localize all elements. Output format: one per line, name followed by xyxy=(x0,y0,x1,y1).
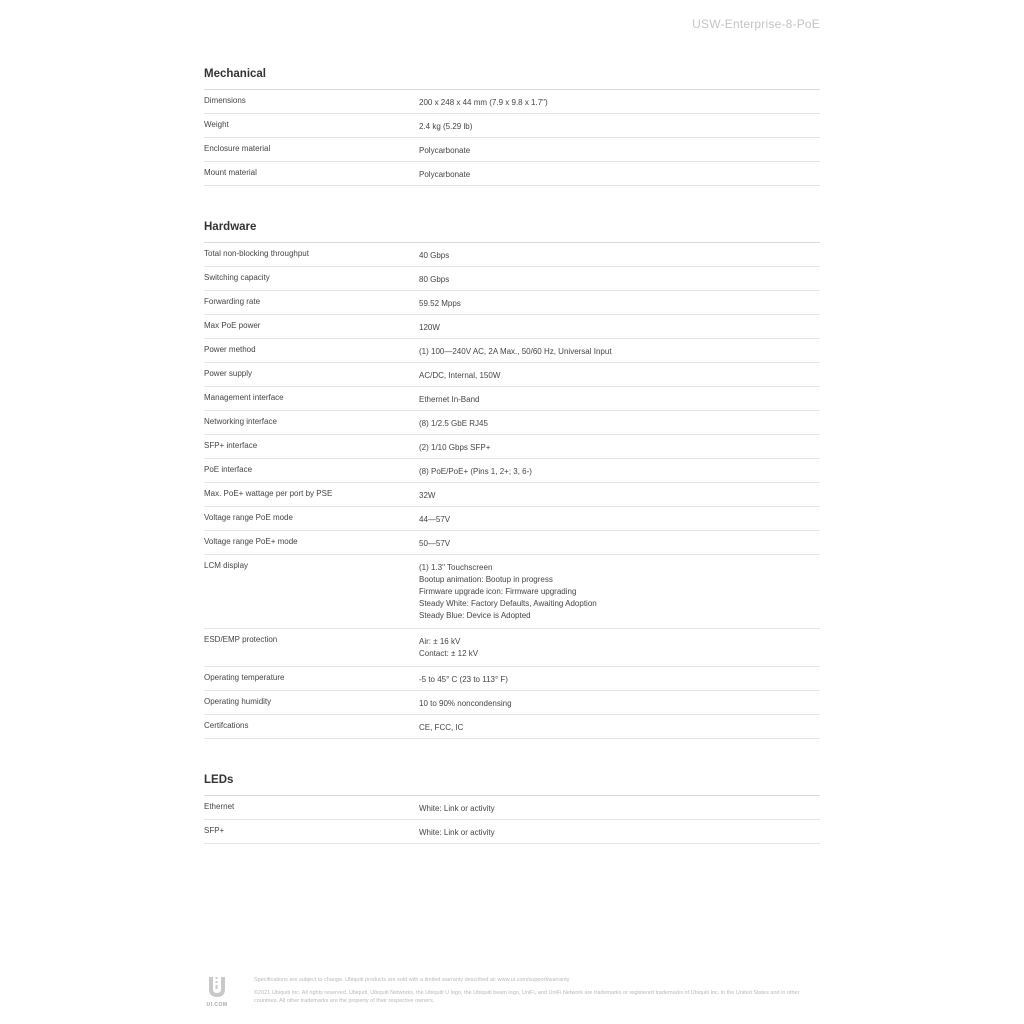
spec-value-line: 10 to 90% noncondensing xyxy=(419,699,512,708)
spec-value-line: 200 x 248 x 44 mm (7.9 x 9.8 x 1.7") xyxy=(419,98,548,107)
spec-row-weight xyxy=(204,114,820,138)
spec-label: Total non-blocking throughput xyxy=(204,249,309,258)
page-footer xyxy=(204,972,820,1012)
spec-row-max-poe-wattage-per-port-by-pse xyxy=(204,483,820,507)
spec-value-line: Polycarbonate xyxy=(419,170,471,179)
spec-value xyxy=(419,531,820,554)
spec-row-operating-humidity xyxy=(204,691,820,715)
spec-label: ESD/EMP protection xyxy=(204,635,278,644)
spec-value xyxy=(419,162,820,185)
spec-label: Voltage range PoE mode xyxy=(204,513,293,522)
spec-row-forwarding-rate xyxy=(204,291,820,315)
spec-label: Max. PoE+ wattage per port by PSE xyxy=(204,489,333,498)
spec-value xyxy=(419,715,820,738)
spec-value xyxy=(419,243,820,266)
section-title: Hardware xyxy=(204,219,820,243)
spec-row-sfp-interface xyxy=(204,435,820,459)
spec-row-enclosure-material xyxy=(204,138,820,162)
spec-value xyxy=(419,507,820,530)
ubiquiti-u-logo-icon xyxy=(208,975,226,999)
spec-value xyxy=(419,483,820,506)
spec-row-max-poe-power xyxy=(204,315,820,339)
spec-row-operating-temperature xyxy=(204,667,820,691)
spec-value-line: 2.4 kg (5.29 lb) xyxy=(419,122,473,131)
spec-value xyxy=(419,315,820,338)
spec-value-line: (8) 1/2.5 GbE RJ45 xyxy=(419,419,488,428)
spec-label: Dimensions xyxy=(204,96,246,105)
spec-value-line: Ethernet In-Band xyxy=(419,395,480,404)
spec-value-line: 80 Gbps xyxy=(419,275,450,284)
spec-label: SFP+ xyxy=(204,826,225,835)
spec-row-switching-capacity xyxy=(204,267,820,291)
spec-label: Max PoE power xyxy=(204,321,261,330)
spec-value xyxy=(419,387,820,410)
spec-value-line: Firmware upgrade icon: Firmware upgrading xyxy=(419,587,577,596)
spec-value-line: Polycarbonate xyxy=(419,146,471,155)
spec-value xyxy=(419,90,820,113)
spec-value xyxy=(419,629,820,664)
spec-value-line: 40 Gbps xyxy=(419,251,450,260)
spec-row-mount-material xyxy=(204,162,820,186)
spec-value-line: AC/DC, Internal, 150W xyxy=(419,371,501,380)
logo-wordmark: UI.COM xyxy=(206,1002,228,1008)
spec-value xyxy=(419,435,820,458)
document-product-title: USW-Enterprise-8-PoE xyxy=(692,17,820,31)
spec-value xyxy=(419,796,820,819)
spec-value xyxy=(419,291,820,314)
spec-value xyxy=(419,267,820,290)
spec-label: Management interface xyxy=(204,393,284,402)
spec-row-voltage-range-poe-mode xyxy=(204,507,820,531)
spec-value-line: (1) 100—240V AC, 2A Max., 50/60 Hz, Universal Input xyxy=(419,347,612,356)
spec-label: Certifcations xyxy=(204,721,249,730)
spec-value-line: Bootup animation: Bootup in progress xyxy=(419,575,553,584)
spec-label: Forwarding rate xyxy=(204,297,261,306)
spec-value-line: White: Link or activity xyxy=(419,828,495,837)
spec-value xyxy=(419,820,820,843)
spec-label: LCM display xyxy=(204,561,249,570)
spec-value xyxy=(419,667,820,690)
spec-row-esd-emp-protection xyxy=(204,629,820,667)
spec-value xyxy=(419,138,820,161)
spec-value-line: (1) 1.3" Touchscreen xyxy=(419,563,493,572)
spec-label: Voltage range PoE+ mode xyxy=(204,537,298,546)
spec-label: Switching capacity xyxy=(204,273,270,282)
legal-line-warranty: Specifications are subject to change. Ubiquiti products are sold with a limited warranty described at: www.ui.com/support/warranty xyxy=(254,977,570,983)
spec-value-line: 50—57V xyxy=(419,539,451,548)
spec-value-line: 44—57V xyxy=(419,515,451,524)
spec-value-line: 32W xyxy=(419,491,436,500)
spec-value xyxy=(419,459,820,482)
spec-label: Operating temperature xyxy=(204,673,285,682)
spec-label: Operating humidity xyxy=(204,697,272,706)
spec-value-line: 59.52 Mpps xyxy=(419,299,461,308)
spec-label: Networking interface xyxy=(204,417,277,426)
spec-row-dimensions xyxy=(204,90,820,114)
spec-sheet xyxy=(204,66,820,877)
spec-label: Power method xyxy=(204,345,256,354)
spec-row-management-interface xyxy=(204,387,820,411)
spec-value xyxy=(419,555,820,626)
spec-value-line: -5 to 45° C (23 to 113° F) xyxy=(419,675,508,684)
spec-value-line: CE, FCC, IC xyxy=(419,723,464,732)
spec-value xyxy=(419,339,820,362)
spec-label: Weight xyxy=(204,120,229,129)
spec-row-poe-interface xyxy=(204,459,820,483)
ubiquiti-logo xyxy=(204,975,230,1009)
spec-label: Mount material xyxy=(204,168,257,177)
spec-row-lcm-display xyxy=(204,555,820,629)
legal-line-copyright: ©2021 Ubiquiti Inc. All rights reserved. Ubiquiti, Ubiquiti Networks, the Ubiquiti U logo, the Ubiquiti beam logo, UniFi, and UniFi Network are trademarks or registered trademarks of Ubiquiti Inc. in the United States and in other countries. All other trademarks are the property of their respective owners. xyxy=(254,990,800,1004)
spec-row-power-supply xyxy=(204,363,820,387)
section-title: LEDs xyxy=(204,772,820,796)
spec-value xyxy=(419,411,820,434)
section-mechanical xyxy=(204,66,820,186)
spec-row-voltage-range-poe-mode xyxy=(204,531,820,555)
spec-label: Ethernet xyxy=(204,802,235,811)
spec-label: Power supply xyxy=(204,369,253,378)
spec-value xyxy=(419,363,820,386)
spec-label: SFP+ interface xyxy=(204,441,258,450)
spec-value-line: (8) PoE/PoE+ (Pins 1, 2+; 3, 6-) xyxy=(419,467,532,476)
spec-row-certifcations xyxy=(204,715,820,739)
spec-value-line: 120W xyxy=(419,323,440,332)
legal-notice xyxy=(254,976,804,1010)
spec-value xyxy=(419,114,820,137)
section-leds xyxy=(204,772,820,844)
spec-row-power-method xyxy=(204,339,820,363)
spec-label: PoE interface xyxy=(204,465,253,474)
spec-row-sfp xyxy=(204,820,820,844)
spec-value-line: Air: ± 16 kV xyxy=(419,637,461,646)
spec-value-line: (2) 1/10 Gbps SFP+ xyxy=(419,443,491,452)
spec-row-networking-interface xyxy=(204,411,820,435)
spec-value-line: Contact: ± 12 kV xyxy=(419,649,479,658)
spec-row-ethernet xyxy=(204,796,820,820)
spec-value-line: White: Link or activity xyxy=(419,804,495,813)
spec-row-total-non-blocking-throughput xyxy=(204,243,820,267)
section-title: Mechanical xyxy=(204,66,820,90)
spec-value-line: Steady Blue: Device is Adopted xyxy=(419,611,531,620)
spec-value xyxy=(419,691,820,714)
section-hardware xyxy=(204,219,820,739)
spec-label: Enclosure material xyxy=(204,144,271,153)
spec-value-line: Steady White: Factory Defaults, Awaiting Adoption xyxy=(419,599,597,608)
